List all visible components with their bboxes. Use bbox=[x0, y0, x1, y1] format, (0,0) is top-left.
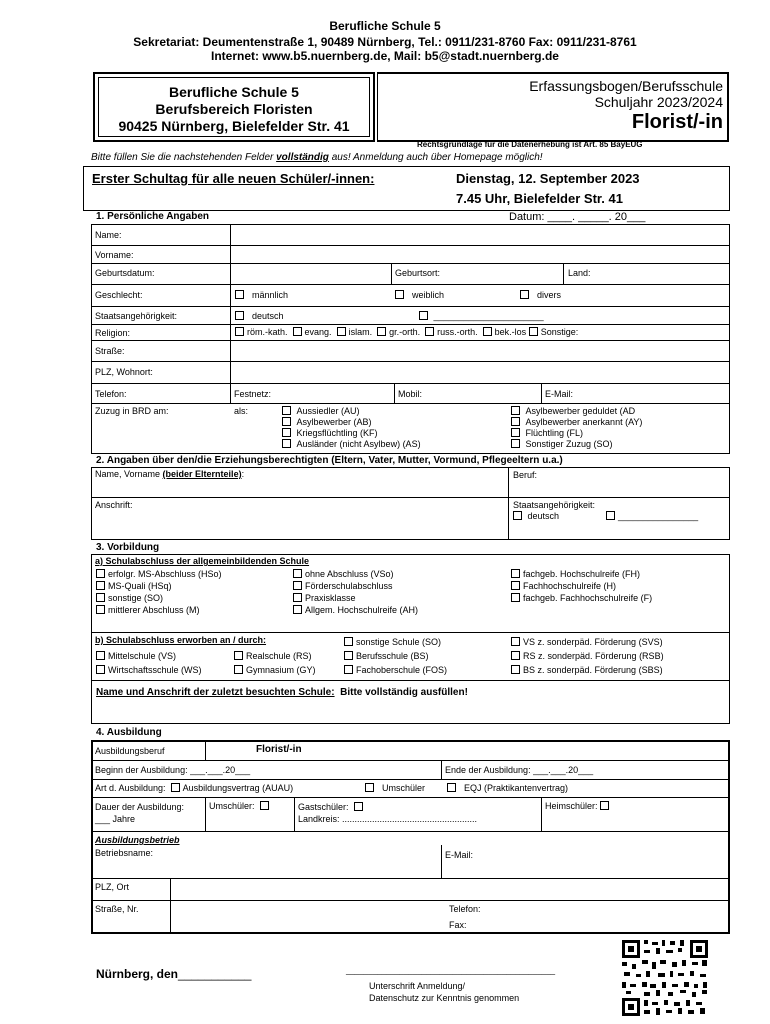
heimschueler-field[interactable]: Heimschüler: bbox=[545, 801, 612, 811]
label-betrieb-plz: PLZ, Ort bbox=[95, 882, 130, 892]
gastschueler-field[interactable]: Gastschüler: Landkreis: ...................................................... bbox=[298, 802, 478, 824]
umschueler-field[interactable]: Umschüler: bbox=[209, 801, 272, 811]
option-vs[interactable]: Mittelschule (VS) bbox=[96, 649, 202, 663]
a-col1 bbox=[96, 568, 222, 616]
header-contact: Internet: www.b5.nuernberg.de, Mail: b5@stadt.nuernberg.de bbox=[211, 49, 559, 63]
label-betriebsname: Betriebsname: bbox=[95, 848, 154, 858]
label-plz: PLZ, Wohnort: bbox=[95, 367, 153, 377]
header-school: Berufliche Schule 5 bbox=[329, 19, 441, 33]
religion-options bbox=[235, 327, 578, 337]
signature-caption2: Datenschutz zur Kenntnis genommen bbox=[369, 993, 520, 1003]
b-col4 bbox=[511, 635, 664, 677]
option-ws[interactable]: Wirtschaftsschule (WS) bbox=[96, 663, 202, 677]
checkbox[interactable] bbox=[235, 290, 244, 299]
option-rs[interactable]: Realschule (RS) bbox=[234, 649, 316, 663]
b-col2 bbox=[234, 649, 316, 677]
section4-title: 4. Ausbildung bbox=[96, 727, 162, 738]
label-geschlecht: Geschlecht: bbox=[95, 290, 143, 300]
instruction: Bitte füllen Sie die nachstehenden Felder vollständig aus! Anmeldung auch über Homepage möglich! bbox=[91, 152, 543, 163]
label-betrieb-email: E-Mail: bbox=[445, 850, 474, 860]
checkbox[interactable] bbox=[395, 290, 404, 299]
option-ad[interactable]: Asylbewerber geduldet (AD bbox=[511, 406, 642, 417]
label-betrieb-fax: Fax: bbox=[449, 920, 467, 930]
datum-field[interactable]: Datum: ____. _____. 20___ bbox=[509, 211, 646, 223]
option-fos[interactable]: Fachoberschule (FOS) bbox=[344, 663, 447, 677]
option-ro[interactable]: russ.-orth. bbox=[425, 327, 478, 337]
name-input[interactable] bbox=[231, 225, 730, 245]
label-als: als: bbox=[234, 406, 249, 416]
option-sbs[interactable]: BS z. sonderpäd. Förderung (SBS) bbox=[511, 663, 664, 677]
option-so[interactable]: Sonstige: bbox=[529, 327, 579, 337]
option-ev[interactable]: evang. bbox=[293, 327, 332, 337]
header-address: Sekretariat: Deumentenstraße 1, 90489 Nürnberg, Tel.: 0911/231-8760 Fax: 0911/231-8761 bbox=[133, 35, 637, 49]
label-anschrift: Anschrift: bbox=[95, 500, 133, 510]
form-title: Erfassungsbogen/Berufsschule bbox=[529, 78, 723, 94]
first-day-box bbox=[83, 166, 730, 211]
option-praxis[interactable]: Praxisklasse bbox=[293, 592, 418, 604]
option-weiblich[interactable]: weiblich bbox=[395, 290, 444, 300]
label-art: Art d. Ausbildung: Ausbildungsvertrag (AUAU) bbox=[95, 783, 294, 793]
option-fh[interactable]: fachgeb. Hochschulreife (FH) bbox=[511, 568, 652, 580]
label-vorname: Vorname: bbox=[95, 250, 134, 260]
a-col2 bbox=[293, 568, 418, 616]
school-year: Schuljahr 2023/2024 bbox=[594, 94, 723, 110]
option-maennlich[interactable]: männlich bbox=[235, 290, 288, 300]
label-ausbildungsbetrieb: Ausbildungsbetrieb bbox=[95, 835, 180, 845]
signature-line[interactable]: _______________________________________________ bbox=[346, 966, 556, 975]
form-title-box bbox=[377, 72, 729, 142]
option-m[interactable]: mittlerer Abschluss (M) bbox=[96, 604, 222, 616]
label-name: Name: bbox=[95, 230, 122, 240]
checkbox[interactable] bbox=[235, 311, 244, 320]
option-rsb[interactable]: RS z. sonderpäd. Förderung (RSB) bbox=[511, 649, 664, 663]
option-vso[interactable]: ohne Abschluss (VSo) bbox=[293, 568, 418, 580]
ausbildungsberuf-value: Florist/-in bbox=[256, 744, 302, 755]
label-geburtsort: Geburtsort: bbox=[395, 268, 441, 278]
option-rk[interactable]: röm.-kath. bbox=[235, 327, 288, 337]
label-telefon: Telefon: bbox=[95, 389, 127, 399]
label-beginn[interactable]: Beginn der Ausbildung: ___.___.20___ bbox=[95, 765, 251, 775]
option-umschueler[interactable]: Umschüler bbox=[365, 783, 425, 793]
school-line1: Berufliche Schule 5 bbox=[169, 84, 299, 100]
option-ab[interactable]: Asylbewerber (AB) bbox=[282, 417, 421, 428]
label-email: E-Mail: bbox=[545, 389, 574, 399]
label-land: Land: bbox=[568, 268, 591, 278]
option-eltern-other[interactable]: ________________ bbox=[606, 511, 698, 521]
option-svs[interactable]: VS z. sonderpäd. Förderung (SVS) bbox=[511, 635, 664, 649]
label-ausbildungsberuf: Ausbildungsberuf bbox=[95, 746, 165, 756]
option-h[interactable]: Fachhochschulreife (H) bbox=[511, 580, 652, 592]
label-staatsangehoerigkeit: Staatsangehörigkeit: bbox=[95, 311, 178, 321]
checkbox[interactable] bbox=[419, 311, 428, 320]
school-line3: 90425 Nürnberg, Bielefelder Str. 41 bbox=[118, 118, 350, 134]
legal-note: Rechtsgrundlage für die Datenerhebung ist Art. 85 BayEUG bbox=[417, 140, 643, 149]
section1-title: 1. Persönliche Angaben bbox=[96, 211, 209, 222]
b-col1 bbox=[96, 649, 202, 677]
option-ah[interactable]: Allgem. Hochschulreife (AH) bbox=[293, 604, 418, 616]
checkbox[interactable] bbox=[520, 290, 529, 299]
option-hso[interactable]: erfolgr. MS-Abschluss (HSo) bbox=[96, 568, 222, 580]
label-zuzug: Zuzug in BRD am: bbox=[95, 406, 169, 416]
option-au[interactable]: Aussiedler (AU) bbox=[282, 406, 421, 417]
label-geburtsdatum: Geburtsdatum: bbox=[95, 268, 155, 278]
option-ay[interactable]: Asylbewerber anerkannt (AY) bbox=[511, 417, 642, 428]
label-betrieb-telefon: Telefon: bbox=[449, 904, 481, 914]
profession-title: Florist/-in bbox=[631, 111, 723, 133]
label-dauer: Dauer der Ausbildung: ___ Jahre bbox=[95, 802, 185, 824]
label-betrieb-strasse: Straße, Nr. bbox=[95, 904, 139, 914]
option-sonst[interactable]: sonstige Schule (SO) bbox=[344, 635, 447, 649]
label-eltern-name: Name, Vorname (beider Elternteile): bbox=[95, 469, 245, 479]
option-go[interactable]: gr.-orth. bbox=[377, 327, 420, 337]
option-gy[interactable]: Gymnasium (GY) bbox=[234, 663, 316, 677]
subsection-b-title: b) Schulabschluss erworben an / durch: bbox=[95, 635, 267, 645]
a-col3 bbox=[511, 568, 652, 604]
option-f[interactable]: fachgeb. Fachhochschulreife (F) bbox=[511, 592, 652, 604]
option-kf[interactable]: Kriegsflüchtling (KF) bbox=[282, 428, 421, 439]
label-religion: Religion: bbox=[95, 328, 131, 338]
option-hsq[interactable]: MS-Quali (HSq) bbox=[96, 580, 222, 592]
option-auau[interactable]: Ausbildungsvertrag (AUAU) bbox=[171, 783, 294, 793]
option-fl[interactable]: Flüchtling (FL) bbox=[511, 428, 642, 439]
option-sz[interactable]: Sonstiger Zuzug (SO) bbox=[511, 439, 642, 450]
option-foerder[interactable]: Förderschulabschluss bbox=[293, 580, 418, 592]
section3-title: 3. Vorbildung bbox=[96, 542, 160, 553]
label-ende[interactable]: Ende der Ausbildung: ___.___.20___ bbox=[445, 765, 594, 775]
option-divers[interactable]: divers bbox=[520, 290, 561, 300]
option-bs[interactable]: Berufsschule (BS) bbox=[344, 649, 447, 663]
subsection-a-title: a) Schulabschluss der allgemeinbildenden Schule bbox=[95, 556, 310, 566]
option-bl[interactable]: bek.-los bbox=[483, 327, 527, 337]
option-staat-other[interactable]: ______________________ bbox=[419, 311, 544, 321]
label-festnetz: Festnetz: bbox=[234, 389, 272, 399]
option-eltern-deutsch[interactable]: deutsch bbox=[513, 511, 559, 521]
signature-caption1: Unterschrift Anmeldung/ bbox=[369, 981, 466, 991]
label-eltern-staat: Staatsangehörigkeit: bbox=[513, 500, 596, 510]
section2-title: 2. Angaben über den/die Erziehungsberechtigten (Eltern, Vater, Mutter, Vormund, Pflegeeltern u.a.) bbox=[96, 455, 563, 466]
option-so[interactable]: sonstige (SO) bbox=[96, 592, 222, 604]
footer-city[interactable]: Nürnberg, den___________ bbox=[96, 967, 252, 981]
first-day-date: Dienstag, 12. September 2023 bbox=[456, 171, 640, 186]
last-school: Name und Anschrift der zuletzt besuchten Schule: Bitte vollständig ausfüllen! bbox=[96, 687, 468, 698]
label-mobil: Mobil: bbox=[398, 389, 423, 399]
qr-code-icon bbox=[620, 938, 710, 1018]
first-day-label: Erster Schultag für alle neuen Schüler/-innen: bbox=[92, 171, 375, 186]
school-line2: Berufsbereich Floristen bbox=[155, 101, 313, 117]
option-as[interactable]: Ausländer (nicht Asylbew) (AS) bbox=[282, 439, 421, 450]
zuzug-options-left bbox=[282, 406, 421, 450]
first-day-time: 7.45 Uhr, Bielefelder Str. 41 bbox=[456, 191, 623, 206]
label-strasse: Straße: bbox=[95, 346, 125, 356]
school-box bbox=[93, 72, 375, 142]
b-col3 bbox=[344, 635, 447, 677]
option-eqj[interactable]: EQJ (Praktikantenvertrag) bbox=[447, 783, 568, 793]
zuzug-options-right bbox=[511, 406, 642, 450]
label-beruf: Beruf: bbox=[513, 470, 538, 480]
option-deutsch[interactable]: deutsch bbox=[235, 311, 284, 321]
option-is[interactable]: islam. bbox=[337, 327, 373, 337]
